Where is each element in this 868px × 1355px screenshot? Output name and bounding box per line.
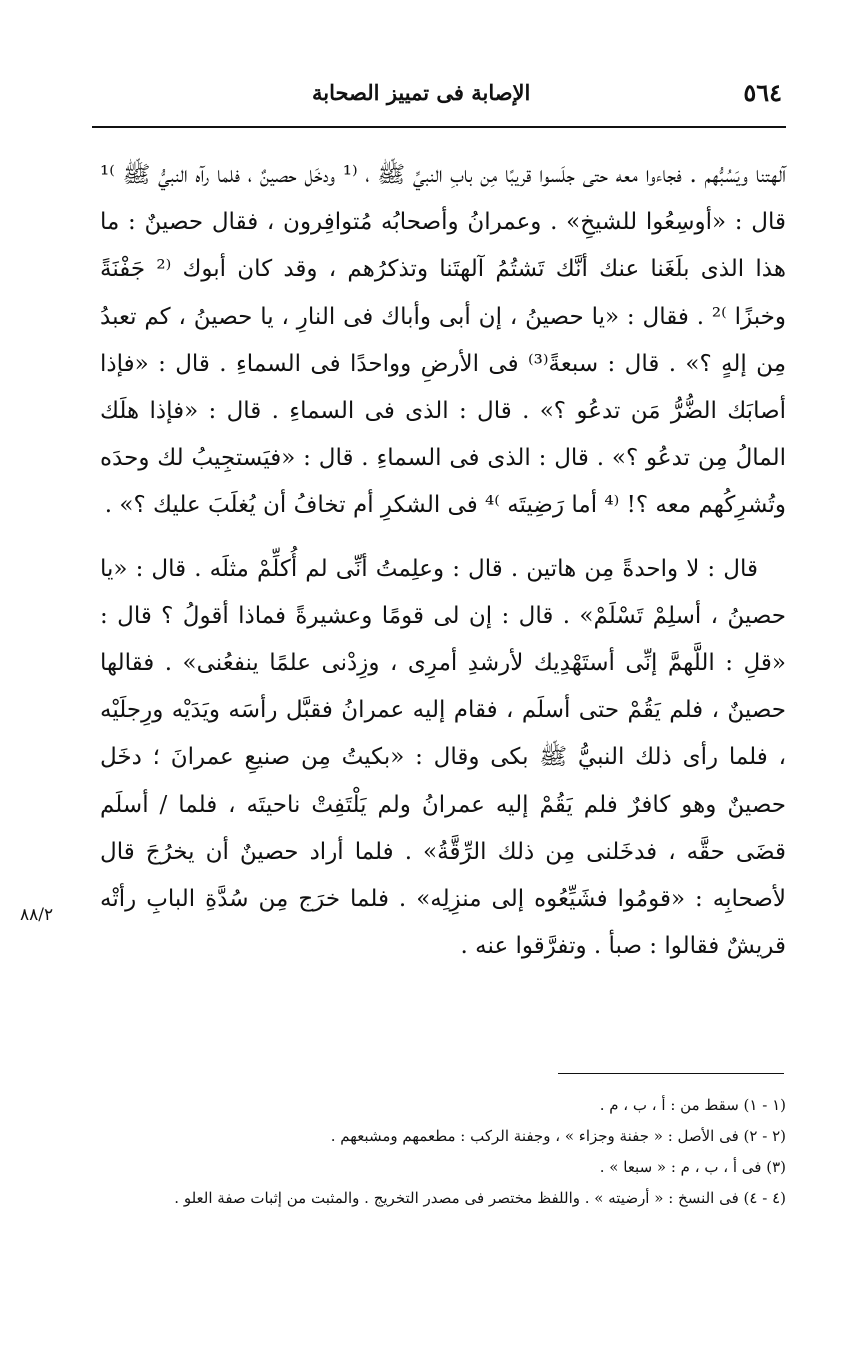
footnote-1: (١ - ١) سقط من : أ ، ب ، م . bbox=[599, 1096, 786, 1114]
paragraph-2: قال : لا واحدةً مِن هاتين . قال : وعلِمتُ أنِّى لم أُكلِّمْ مثلَه . قال : «يا حصينُ ، أسلِمْ تَسْلَمْ» . قال : إن لى قومًا وعشيرةً فماذا أقولُ ؟ قال : «قلِ : اللَّهمَّ إنِّى أستَهْدِيك لأرشدِ أمرِى ، وزِدْنى علمًا ينفعُنى» . فقالها حصينٌ ، فلم يَقُمْ حتى أسلَم ، فقام إليه عمرانُ فقبَّل رأسَه ويَدَيْه ورِجلَيْه ، فلما رأى ذلك النبيُّ ﷺ بكى وقال : «بكيتُ مِن صنيعِ عمرانَ ؛ دخَل حصينٌ وهو كافرٌ فلم يَقُمْ إليه عمرانُ ولم يَلْتَفِتْ ناحيتَه ، فلما / أسلَم قضَى حقَّه ، فدخَلنى مِن ذلك الرِّقَّةُ» . فلما أراد حصينٌ أن يخرُجَ قال لأصحابِه : «قومُوا فشَيِّعُوه إلى منزِلِه» . فلما خرَج مِن سُدَّةِ البابِ رأتْه قريشٌ فقالوا : صبأ . وتفرَّقوا عنه . bbox=[100, 555, 786, 960]
running-title: الإصابة فى تمييز الصحابة bbox=[312, 80, 531, 105]
header-rule bbox=[92, 126, 786, 128]
paragraph-1: آلهتنا ويَسُبُّهم . فجاءوا معه حتى جلَسوا قريبًا مِن بابِ النبيِّ ﷺ ، ⁽¹ ودخَل حصينٌ ، فلما رآه النبيُّ ﷺ ⁾¹ قال : «أوسِعُوا للشيخِ» . وعمرانُ وأصحابُه مُتوافِرون ، فقال حصينٌ : ما هذا الذى بلَغَنا عنك أنَّك تَشتُمُ آلهتَنا وتذكرُهم ، وقد كان أبوك ⁽² جَفْنَةً وخبزًا ⁾² . فقال : «يا حصينُ ، إن أبى وأباك فى النارِ ، يا حصينُ ، كم تعبدُ مِن إلهٍ ؟» . قال : سبعةً⁽³⁾ فى الأرضِ وواحدًا فى السماءِ . قال : «فإذا أصابَك الضُّرُّ مَن تدعُو ؟» . قال : الذى فى السماءِ . قال : «فإذا هلَك المالُ مِن تدعُو ؟» . قال : الذى فى السماءِ . قال : «فيَستجِيبُ لك وحدَه وتُشرِكُهم معه ؟! ⁽⁴ أما رَضِيتَه ⁾⁴ فى الشكرِ أم تخافُ أن يُغلَبَ عليك ؟» . bbox=[100, 162, 787, 519]
footnotes bbox=[100, 1090, 786, 1214]
margin-page-reference: ٨٨/٢ bbox=[20, 905, 54, 925]
page-number: ٥٦٤ bbox=[743, 78, 782, 107]
footnote-3: (٣) فى أ ، ب ، م : « سبعا » . bbox=[599, 1158, 786, 1176]
footnote-4: (٤ - ٤) فى النسخ : « أرضيته » . واللفظ مختصر فى مصدر التخريج . والمثبت من إثبات صفة العلو . bbox=[174, 1189, 786, 1207]
main-text bbox=[100, 152, 786, 970]
page-header bbox=[92, 78, 786, 118]
footnote-rule bbox=[558, 1073, 784, 1074]
footnote-2: (٢ - ٢) فى الأصل : « جفنة وجزاء » ، وجفنة الركب : مطعمهم ومشبعهم . bbox=[330, 1127, 786, 1145]
